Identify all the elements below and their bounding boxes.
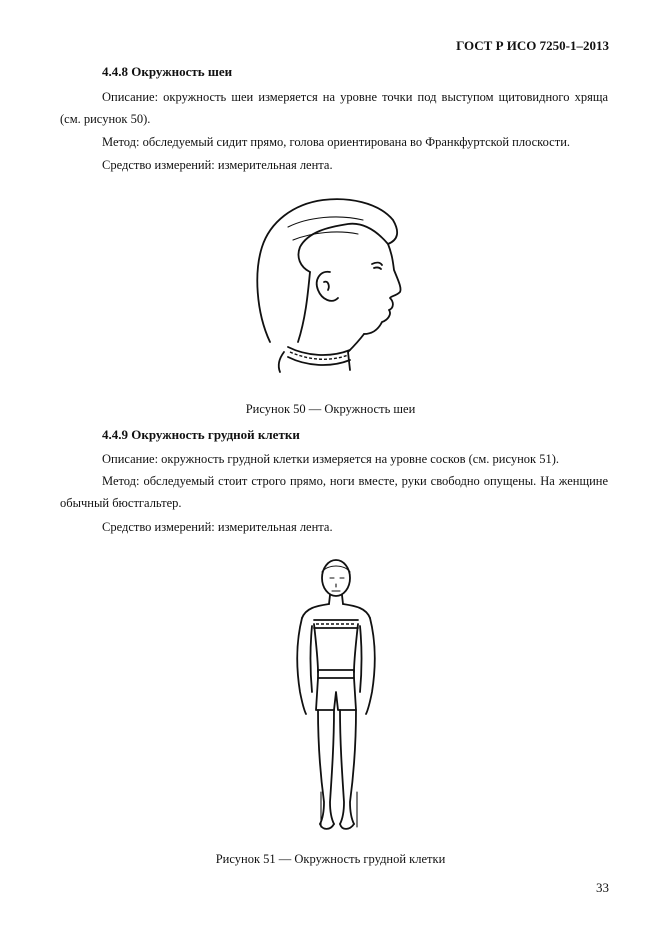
figure-50-caption: Рисунок 50 — Окружность шеи — [245, 402, 416, 416]
figure-50-head-illustration — [248, 192, 408, 377]
neck-instrument: Средство измерений: измерительная лента. — [102, 158, 333, 172]
neck-description: Описание: окружность шеи измеряется на уровне точки под выступом щитовидного хряща (см. рисунок 50). — [60, 90, 608, 126]
chest-method: Метод: обследуемый стоит строго прямо, ноги вместе, руки свободно опущены. На женщине обычный бюстгальтер. — [60, 474, 608, 510]
neck-method: Метод: обследуемый сидит прямо, голова ориентирована во Франкфуртской плоскости. — [102, 135, 571, 149]
page-number: 33 — [596, 880, 609, 895]
chest-instrument: Средство измерений: измерительная лента. — [102, 520, 333, 534]
section-heading-neck: 4.4.8 Окружность шеи — [102, 64, 233, 79]
figure-51-caption: Рисунок 51 — Окружность грудной клетки — [215, 852, 446, 866]
section-heading-chest: 4.4.9 Окружность грудной клетки — [102, 427, 300, 442]
standard-header: ГОСТ Р ИСО 7250-1–2013 — [456, 38, 609, 53]
figure-51-body-illustration — [284, 552, 394, 834]
chest-description: Описание: окружность грудной клетки измеряется на уровне сосков (см. рисунок 51). — [102, 452, 560, 466]
